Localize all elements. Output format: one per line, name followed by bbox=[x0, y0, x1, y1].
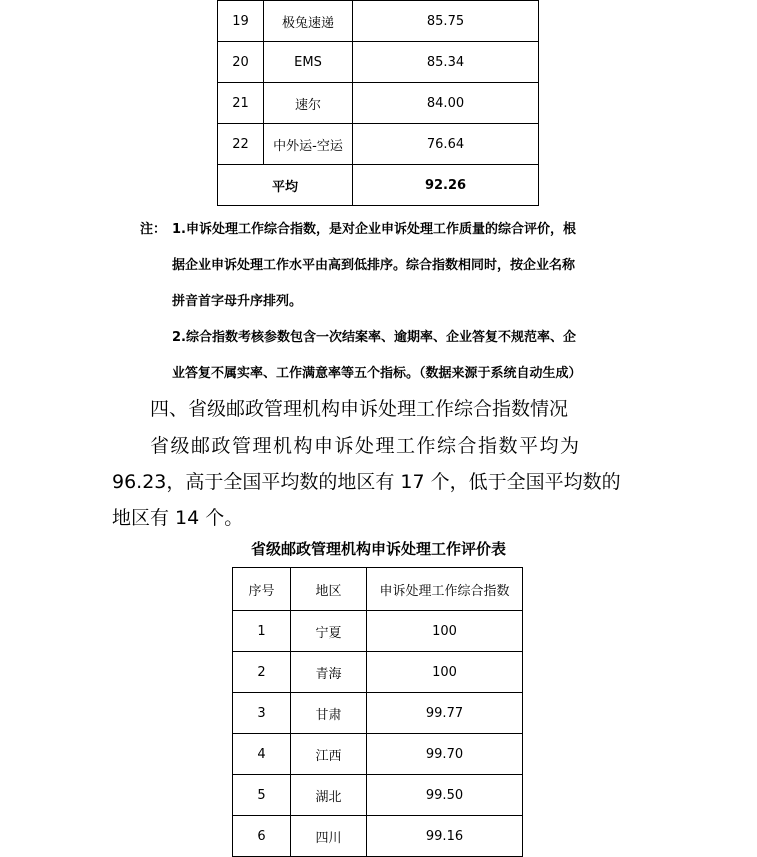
rank-cell: 3 bbox=[233, 693, 291, 734]
average-value: 92.26 bbox=[353, 165, 539, 206]
paragraph-line-3: 地区有 14 个。 bbox=[112, 507, 244, 529]
company-cell: 速尔 bbox=[264, 83, 353, 124]
table-row bbox=[218, 1, 539, 42]
company-cell: EMS bbox=[264, 42, 353, 83]
rank-cell: 21 bbox=[218, 83, 264, 124]
note-1-line-2: 据企业申诉处理工作水平由高到低排序。综合指数相同时，按企业名称 bbox=[172, 258, 576, 273]
score-cell: 85.34 bbox=[353, 42, 539, 83]
rank-cell: 22 bbox=[218, 124, 264, 165]
table-row bbox=[233, 816, 523, 857]
rank-cell: 19 bbox=[218, 1, 264, 42]
score-cell: 99.70 bbox=[367, 734, 523, 775]
region-cell: 甘肃 bbox=[291, 693, 367, 734]
note-2-line-2: 业答复不属实率、工作满意率等五个指标。（数据来源于系统自动生成） bbox=[172, 366, 582, 381]
paragraph-line-1: 省级邮政管理机构申诉处理工作综合指数平均为 bbox=[150, 435, 581, 457]
score-cell: 99.50 bbox=[367, 775, 523, 816]
table-caption: 省级邮政管理机构申诉处理工作评价表 bbox=[250, 540, 506, 558]
note-1-line-3: 拼音首字母升序排列。 bbox=[172, 294, 303, 309]
province-evaluation-table bbox=[232, 567, 523, 857]
rank-cell: 2 bbox=[233, 652, 291, 693]
note-prefix: 注： bbox=[140, 222, 167, 237]
column-header-region: 地区 bbox=[291, 568, 367, 611]
table-row bbox=[233, 693, 523, 734]
table-row bbox=[233, 775, 523, 816]
table-row bbox=[233, 611, 523, 652]
company-ranking-table bbox=[217, 0, 539, 206]
column-header-rank: 序号 bbox=[233, 568, 291, 611]
average-label: 平均 bbox=[218, 165, 353, 206]
score-cell: 99.16 bbox=[367, 816, 523, 857]
score-cell: 85.75 bbox=[353, 1, 539, 42]
rank-cell: 5 bbox=[233, 775, 291, 816]
score-cell: 76.64 bbox=[353, 124, 539, 165]
note-2-line-1: 2.综合指数考核参数包含一次结案率、逾期率、企业答复不规范率、企 bbox=[172, 330, 576, 345]
score-cell: 100 bbox=[367, 611, 523, 652]
rank-cell: 6 bbox=[233, 816, 291, 857]
region-cell: 青海 bbox=[291, 652, 367, 693]
region-cell: 江西 bbox=[291, 734, 367, 775]
region-cell: 宁夏 bbox=[291, 611, 367, 652]
table-header-row bbox=[233, 568, 523, 611]
table-row bbox=[218, 124, 539, 165]
table-row bbox=[218, 83, 539, 124]
rank-cell: 1 bbox=[233, 611, 291, 652]
company-cell: 极兔速递 bbox=[264, 1, 353, 42]
score-cell: 99.77 bbox=[367, 693, 523, 734]
note-1-line-1: 1.申诉处理工作综合指数，是对企业申诉处理工作质量的综合评价，根 bbox=[172, 222, 576, 237]
company-cell: 中外运-空运 bbox=[264, 124, 353, 165]
table-row bbox=[233, 734, 523, 775]
score-cell: 84.00 bbox=[353, 83, 539, 124]
region-cell: 四川 bbox=[291, 816, 367, 857]
score-cell: 100 bbox=[367, 652, 523, 693]
section-heading: 四、省级邮政管理机构申诉处理工作综合指数情况 bbox=[150, 398, 569, 420]
average-row bbox=[218, 165, 539, 206]
table-row bbox=[233, 652, 523, 693]
column-header-score: 申诉处理工作综合指数 bbox=[367, 568, 523, 611]
region-cell: 湖北 bbox=[291, 775, 367, 816]
paragraph-line-2: 96.23，高于全国平均数的地区有 17 个，低于全国平均数的 bbox=[112, 471, 621, 493]
table-row bbox=[218, 42, 539, 83]
rank-cell: 4 bbox=[233, 734, 291, 775]
rank-cell: 20 bbox=[218, 42, 264, 83]
